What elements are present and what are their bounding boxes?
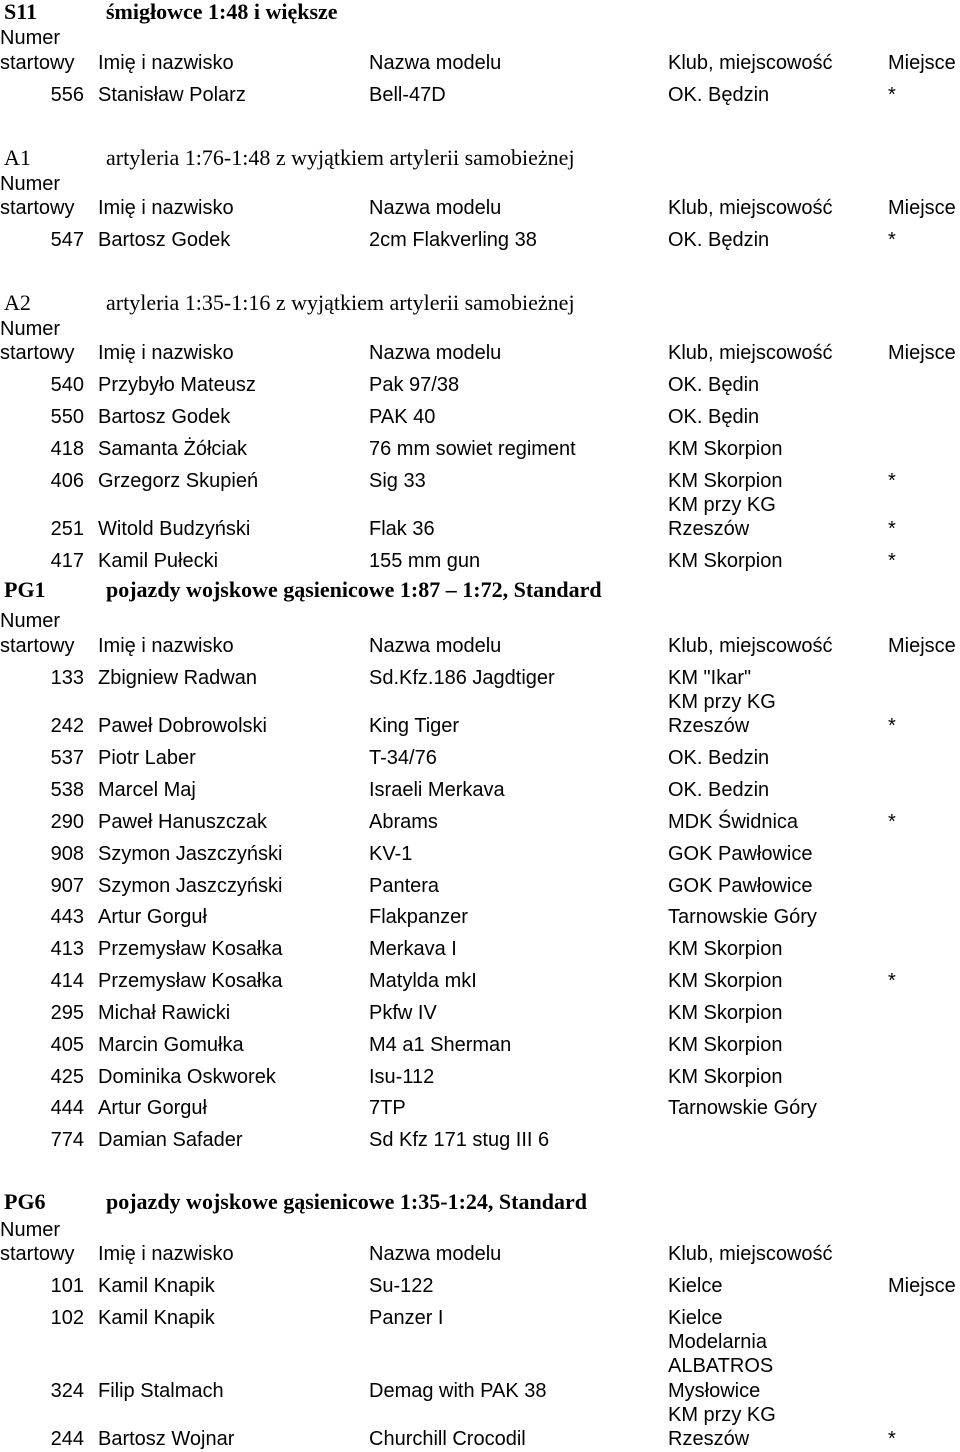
model-name: 7TP (369, 1097, 406, 1119)
section-code: PG6 (4, 1189, 46, 1214)
col-numer-label: Numer (0, 610, 61, 632)
col-model-label: Nazwa modelu (369, 342, 502, 364)
club-name: MDK Świdnica (668, 811, 799, 833)
competitor-name: Bartosz Godek (98, 229, 231, 251)
col-club-label: Klub, miejscowość (668, 635, 833, 657)
col-club-label: Klub, miejscowość (668, 1243, 833, 1265)
section-code: A1 (4, 145, 31, 170)
table-row (0, 469, 960, 493)
table-row (0, 83, 960, 107)
club-name: KM Skorpion (668, 550, 783, 572)
col-model-label: Nazwa modelu (369, 635, 502, 657)
model-name: Abrams (369, 811, 438, 833)
col-numer-label: Numer (0, 27, 61, 49)
start-number: 251 (50, 518, 84, 540)
model-name: 155 mm gun (369, 550, 481, 572)
competitor-name: Marcel Maj (98, 779, 196, 801)
col-club-label: Klub, miejscowość (668, 52, 833, 74)
start-number: 537 (50, 747, 84, 769)
col-name-label: Imię i nazwisko (98, 635, 234, 657)
table-row (0, 874, 960, 898)
table-row (0, 373, 960, 397)
place-mark: * (888, 470, 896, 492)
col-place-label: Miejsce (888, 342, 956, 364)
column-header-line2 (0, 51, 960, 75)
competitor-name: Zbigniew Radwan (98, 667, 257, 689)
competitor-name: Kamil Pułecki (98, 550, 219, 572)
place-mark: * (888, 811, 896, 833)
competitor-name: Paweł Dobrowolski (98, 715, 267, 737)
club-name: KM Skorpion (668, 1002, 783, 1024)
model-name: Demag with PAK 38 (369, 1380, 547, 1402)
start-number: 417 (50, 550, 84, 572)
col-model-label: Nazwa modelu (369, 52, 502, 74)
start-number: 290 (50, 811, 84, 833)
table-row (0, 517, 960, 541)
competitor-name: Filip Stalmach (98, 1380, 224, 1402)
col-place-label: Miejsce (888, 1275, 956, 1297)
place-mark: * (888, 550, 896, 572)
column-header-line2 (0, 634, 960, 658)
section-title: pojazdy wojskowe gąsienicowe 1:87 – 1:72, Standard (106, 577, 602, 602)
column-header-line1 (0, 1218, 960, 1242)
club-name: KM Skorpion (668, 970, 783, 992)
club-name: KM Skorpion (668, 438, 783, 460)
section-header (0, 1190, 960, 1214)
column-header-line1 (0, 609, 960, 633)
column-header-line2 (0, 1242, 960, 1266)
club-name: Tarnowskie Góry (668, 1097, 817, 1119)
model-name: Pkfw IV (369, 1002, 437, 1024)
competitor-name: Bartosz Godek (98, 406, 231, 428)
model-name: Pantera (369, 875, 440, 897)
competitor-name: Kamil Knapik (98, 1307, 215, 1329)
club-name: Rzeszów (668, 1428, 750, 1450)
competitor-name: Szymon Jaszczyński (98, 843, 283, 865)
column-header-line1 (0, 172, 960, 196)
col-startowy-label: startowy (0, 197, 75, 219)
table-row (0, 905, 960, 929)
start-number: 547 (50, 229, 84, 251)
start-number: 425 (50, 1066, 84, 1088)
column-header-line1 (0, 317, 960, 341)
club-name: OK. Będzin (668, 84, 770, 106)
section-code: S11 (4, 0, 38, 24)
start-number: 418 (50, 438, 84, 460)
club-name: Kielce (668, 1275, 723, 1297)
club-name: Tarnowskie Góry (668, 906, 817, 928)
col-numer-label: Numer (0, 318, 61, 340)
club-name: Mysłowice (668, 1380, 761, 1402)
start-number: 242 (50, 715, 84, 737)
start-number: 908 (50, 843, 84, 865)
section-header (0, 146, 960, 170)
col-name-label: Imię i nazwisko (98, 197, 234, 219)
club-name: Kielce (668, 1307, 723, 1329)
section-title: artyleria 1:76-1:48 z wyjątkiem artylerii samobieżnej (106, 145, 575, 170)
section-code: A2 (4, 290, 31, 315)
col-startowy-label: startowy (0, 342, 75, 364)
model-name: 2cm Flakverling 38 (369, 229, 537, 251)
column-header-line2 (0, 196, 960, 220)
model-name: Su-122 (369, 1275, 434, 1297)
place-mark: * (888, 518, 896, 540)
col-club-label: Klub, miejscowość (668, 342, 833, 364)
start-number: 133 (50, 667, 84, 689)
start-number: 556 (50, 84, 84, 106)
club-name-line1: KM przy KG (668, 1404, 776, 1426)
table-row (0, 1274, 960, 1298)
column-header-line1 (0, 26, 960, 50)
competitor-name: Witold Budzyński (98, 518, 251, 540)
model-name: King Tiger (369, 715, 460, 737)
place-mark: * (888, 1428, 896, 1450)
competitor-name: Przemysław Kosałka (98, 970, 283, 992)
column-header-line2 (0, 341, 960, 365)
table-row (0, 778, 960, 802)
start-number: 101 (50, 1275, 84, 1297)
competitor-name: Bartosz Wojnar (98, 1428, 235, 1450)
col-name-label: Imię i nazwisko (98, 1243, 234, 1265)
col-numer-label: Numer (0, 173, 61, 195)
model-name: Isu-112 (369, 1066, 435, 1088)
col-name-label: Imię i nazwisko (98, 52, 234, 74)
table-row (0, 405, 960, 429)
competitor-name: Artur Gorguł (98, 1097, 207, 1119)
model-name: Panzer I (369, 1307, 444, 1329)
table-row (0, 842, 960, 866)
club-name: OK. Bedzin (668, 747, 770, 769)
start-number: 244 (50, 1428, 84, 1450)
model-name: Sd.Kfz.186 Jagdtiger (369, 667, 555, 689)
competitor-name: Piotr Laber (98, 747, 196, 769)
model-name: Sig 33 (369, 470, 426, 492)
col-club-label: Klub, miejscowość (668, 197, 833, 219)
model-name: Flak 36 (369, 518, 435, 540)
section-title: śmigłowce 1:48 i większe (106, 0, 338, 24)
table-row (0, 969, 960, 993)
competitor-name: Przemysław Kosałka (98, 938, 283, 960)
start-number: 550 (50, 406, 84, 428)
start-number: 443 (50, 906, 84, 928)
club-name: KM Skorpion (668, 470, 783, 492)
table-row-continuation (0, 690, 960, 714)
table-row-continuation (0, 1403, 960, 1427)
start-number: 538 (50, 779, 84, 801)
start-number: 414 (50, 970, 84, 992)
start-number: 102 (50, 1307, 84, 1329)
club-name: KM "Ikar" (668, 667, 752, 689)
competitor-name: Michał Rawicki (98, 1002, 231, 1024)
col-name-label: Imię i nazwisko (98, 342, 234, 364)
competitor-name: Grzegorz Skupień (98, 470, 259, 492)
section-title: pojazdy wojskowe gąsienicowe 1:35-1:24, Standard (106, 1189, 587, 1214)
start-number: 324 (50, 1380, 84, 1402)
table-row-continuation (0, 1330, 960, 1354)
table-row (0, 666, 960, 690)
model-name: 76 mm sowiet regiment (369, 438, 576, 460)
club-name: KM Skorpion (668, 1066, 783, 1088)
col-place-label: Miejsce (888, 52, 956, 74)
col-model-label: Nazwa modelu (369, 1243, 502, 1265)
club-name: KM Skorpion (668, 1034, 783, 1056)
table-row (0, 937, 960, 961)
competitor-name: Przybyło Mateusz (98, 374, 256, 396)
club-name: OK. Bedzin (668, 779, 770, 801)
section-header (0, 0, 960, 24)
competitor-name: Marcin Gomułka (98, 1034, 244, 1056)
model-name: Merkava I (369, 938, 457, 960)
competitor-name: Artur Gorguł (98, 906, 207, 928)
club-name: GOK Pawłowice (668, 843, 813, 865)
club-name: OK. Będin (668, 374, 760, 396)
club-name-line2: ALBATROS (668, 1355, 774, 1377)
competitor-name: Dominika Oskworek (98, 1066, 276, 1088)
table-row (0, 810, 960, 834)
col-place-label: Miejsce (888, 197, 956, 219)
start-number: 907 (50, 875, 84, 897)
section-header (0, 291, 960, 315)
table-row (0, 1065, 960, 1089)
competitor-name: Stanisław Polarz (98, 84, 246, 106)
table-row (0, 746, 960, 770)
club-name-line1: KM przy KG (668, 494, 776, 516)
model-name: M4 a1 Sherman (369, 1034, 512, 1056)
col-place-label: Miejsce (888, 635, 956, 657)
table-row (0, 714, 960, 738)
model-name: Matylda mkI (369, 970, 477, 992)
table-row-continuation (0, 493, 960, 517)
model-name: Bell-47D (369, 84, 446, 106)
table-row-continuation (0, 1354, 960, 1378)
club-name: OK. Będzin (668, 229, 770, 251)
club-name: KM Skorpion (668, 938, 783, 960)
table-row (0, 1379, 960, 1403)
table-row (0, 228, 960, 252)
start-number: 444 (50, 1097, 84, 1119)
table-row (0, 437, 960, 461)
start-number: 405 (50, 1034, 84, 1056)
place-mark: * (888, 970, 896, 992)
model-name: Pak 97/38 (369, 374, 460, 396)
start-number: 774 (50, 1129, 84, 1151)
col-startowy-label: startowy (0, 635, 75, 657)
competitor-name: Samanta Żółciak (98, 438, 247, 460)
place-mark: * (888, 715, 896, 737)
model-name: Israeli Merkava (369, 779, 505, 801)
table-row (0, 1033, 960, 1057)
club-name: GOK Pawłowice (668, 875, 813, 897)
start-number: 295 (50, 1002, 84, 1024)
col-numer-label: Numer (0, 1219, 61, 1241)
model-name: PAK 40 (369, 406, 436, 428)
club-name: Rzeszów (668, 518, 750, 540)
model-name: Churchill Crocodil (369, 1428, 526, 1450)
model-name: KV-1 (369, 843, 413, 865)
model-name: Sd Kfz 171 stug III 6 (369, 1129, 550, 1151)
place-mark: * (888, 84, 896, 106)
table-row (0, 1001, 960, 1025)
section-title: artyleria 1:35-1:16 z wyjątkiem artylerii samobieżnej (106, 290, 575, 315)
table-row (0, 1427, 960, 1451)
competitor-name: Kamil Knapik (98, 1275, 215, 1297)
col-startowy-label: startowy (0, 52, 75, 74)
club-name-line1: Modelarnia (668, 1331, 767, 1353)
club-name: OK. Będin (668, 406, 760, 428)
competitor-name: Szymon Jaszczyński (98, 875, 283, 897)
table-row (0, 1306, 960, 1330)
table-row (0, 1128, 960, 1152)
start-number: 406 (50, 470, 84, 492)
col-startowy-label: startowy (0, 1243, 75, 1265)
place-mark: * (888, 229, 896, 251)
start-number: 413 (50, 938, 84, 960)
club-name: Rzeszów (668, 715, 750, 737)
table-row (0, 1096, 960, 1120)
competitor-name: Damian Safader (98, 1129, 243, 1151)
model-name: Flakpanzer (369, 906, 468, 928)
section-header (0, 578, 960, 602)
section-code: PG1 (4, 577, 46, 602)
model-name: T-34/76 (369, 747, 437, 769)
col-model-label: Nazwa modelu (369, 197, 502, 219)
start-number: 540 (50, 374, 84, 396)
club-name-line1: KM przy KG (668, 691, 776, 713)
competitor-name: Paweł Hanuszczak (98, 811, 267, 833)
table-row (0, 549, 960, 573)
